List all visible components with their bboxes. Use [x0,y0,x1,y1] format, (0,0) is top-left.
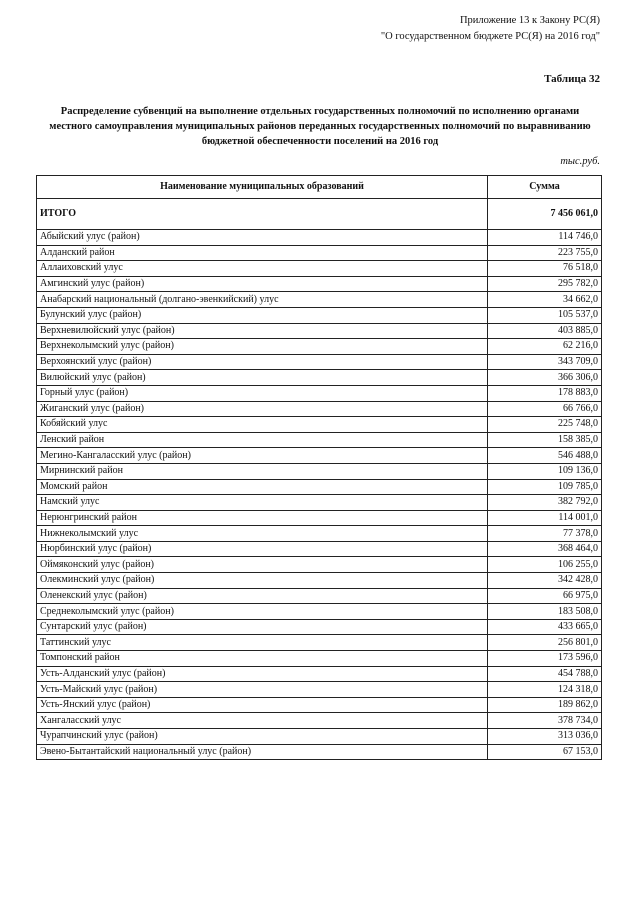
table-row [37,729,602,745]
municipality-sum: 158 385,0 [488,432,602,448]
municipality-sum: 109 785,0 [488,479,602,495]
municipality-name: Сунтарский улус (район) [37,619,488,635]
municipality-sum: 183 508,0 [488,604,602,620]
municipality-sum: 256 801,0 [488,635,602,651]
table-row [37,510,602,526]
municipality-name: Нижнеколымский улус [37,526,488,542]
table-row [37,401,602,417]
municipality-name: Горный улус (район) [37,385,488,401]
municipality-sum: 34 662,0 [488,292,602,308]
table-row [37,604,602,620]
municipality-sum: 114 746,0 [488,230,602,246]
municipality-sum: 295 782,0 [488,276,602,292]
municipality-name: Хангаласский улус [37,713,488,729]
municipality-name: Усть-Янский улус (район) [37,697,488,713]
table-row [37,307,602,323]
municipality-name: Таттинский улус [37,635,488,651]
municipality-name: Жиганский улус (район) [37,401,488,417]
municipality-name: Булунский улус (район) [37,307,488,323]
municipality-sum: 313 036,0 [488,729,602,745]
municipality-sum: 403 885,0 [488,323,602,339]
municipality-sum: 382 792,0 [488,495,602,511]
table-row [37,573,602,589]
municipality-name: Чурапчинский улус (район) [37,729,488,745]
municipality-name: Алданский район [37,245,488,261]
table-row [37,713,602,729]
municipality-sum: 109 136,0 [488,463,602,479]
table-row [37,588,602,604]
municipality-name: Мирнинский район [37,463,488,479]
table-row [37,635,602,651]
municipality-sum: 342 428,0 [488,573,602,589]
appendix-line-1: Приложение 13 к Закону РС(Я) [459,15,600,26]
municipality-sum: 173 596,0 [488,651,602,667]
municipality-name: Верхнеколымский улус (район) [37,339,488,355]
municipality-name: Оленекский улус (район) [37,588,488,604]
municipality-sum: 433 665,0 [488,619,602,635]
municipality-sum: 225 748,0 [488,417,602,433]
municipality-sum: 76 518,0 [488,261,602,277]
table-row [37,245,602,261]
table-row [37,370,602,386]
table-row [37,495,602,511]
municipality-sum: 114 001,0 [488,510,602,526]
table-row [37,682,602,698]
table-row [37,479,602,495]
municipality-sum: 223 755,0 [488,245,602,261]
appendix-line-2: "О государственном бюджете РС(Я) на 2016 год" [380,31,600,42]
municipality-name: Аллаиховский улус [37,261,488,277]
municipality-sum: 366 306,0 [488,370,602,386]
municipality-sum: 124 318,0 [488,682,602,698]
table-row [37,557,602,573]
municipality-name: Намский улус [37,495,488,511]
municipality-name: Усть-Майский улус (район) [37,682,488,698]
column-header-sum: Сумма [488,176,602,199]
table-row [37,339,602,355]
municipality-name: Оймяконский улус (район) [37,557,488,573]
municipality-name: Мегино-Кангаласский улус (район) [37,448,488,464]
table-row [37,417,602,433]
municipality-sum: 77 378,0 [488,526,602,542]
table-number: Таблица 32 [544,73,600,85]
municipality-sum: 454 788,0 [488,666,602,682]
table-row [37,651,602,667]
table-header-row [37,176,602,199]
municipality-name: Кобяйский улус [37,417,488,433]
table-row [37,432,602,448]
table-row [37,744,602,760]
municipality-sum: 546 488,0 [488,448,602,464]
municipality-name: Нюрбинский улус (район) [37,541,488,557]
table-row [37,448,602,464]
municipality-name: Верхневилюйский улус (район) [37,323,488,339]
municipality-name: Среднеколымский улус (район) [37,604,488,620]
municipality-sum: 66 766,0 [488,401,602,417]
municipality-sum: 105 537,0 [488,307,602,323]
municipality-name: Усть-Алданский улус (район) [37,666,488,682]
table-row [37,697,602,713]
municipality-sum: 189 862,0 [488,697,602,713]
total-label: ИТОГО [37,199,488,230]
municipality-name: Верхоянский улус (район) [37,354,488,370]
unit-label: тыс.руб. [560,156,600,167]
municipality-name: Томпонский район [37,651,488,667]
column-header-name: Наименование муниципальных образований [37,176,488,199]
table-row [37,541,602,557]
municipality-name: Амгинский улус (район) [37,276,488,292]
municipality-name: Нерюнгринский район [37,510,488,526]
municipality-sum: 66 975,0 [488,588,602,604]
municipality-sum: 178 883,0 [488,385,602,401]
municipality-name: Момский район [37,479,488,495]
municipality-name: Вилюйский улус (район) [37,370,488,386]
table-row [37,230,602,246]
table-row [37,385,602,401]
municipality-name: Анабарский национальный (долгано-эвенкийский) улус [37,292,488,308]
appendix-note [381,13,600,45]
municipality-name: Эвено-Бытантайский национальный улус (район) [37,744,488,760]
total-value: 7 456 061,0 [488,199,602,230]
table-row [37,666,602,682]
document-title: Распределение субвенций на выполнение отдельных государственных полномочий по исполнению органами местного самоуправления муниципальных районов переданных государственных полномочий по выравниванию бюджетной обеспеченности поселений на 2016 год [49,106,591,147]
table-row [37,292,602,308]
table-row [37,526,602,542]
municipality-sum: 106 255,0 [488,557,602,573]
municipality-sum: 343 709,0 [488,354,602,370]
municipality-sum: 67 153,0 [488,744,602,760]
table-row [37,323,602,339]
table-row [37,463,602,479]
municipality-sum: 378 734,0 [488,713,602,729]
table-row [37,261,602,277]
municipality-sum: 62 216,0 [488,339,602,355]
total-row [37,199,602,230]
table-row [37,354,602,370]
municipality-name: Олекминский улус (район) [37,573,488,589]
table-row [37,276,602,292]
municipality-name: Ленский район [37,432,488,448]
municipality-name: Абыйский улус (район) [37,230,488,246]
subsidy-table [36,175,602,760]
municipality-sum: 368 464,0 [488,541,602,557]
table-row [37,619,602,635]
